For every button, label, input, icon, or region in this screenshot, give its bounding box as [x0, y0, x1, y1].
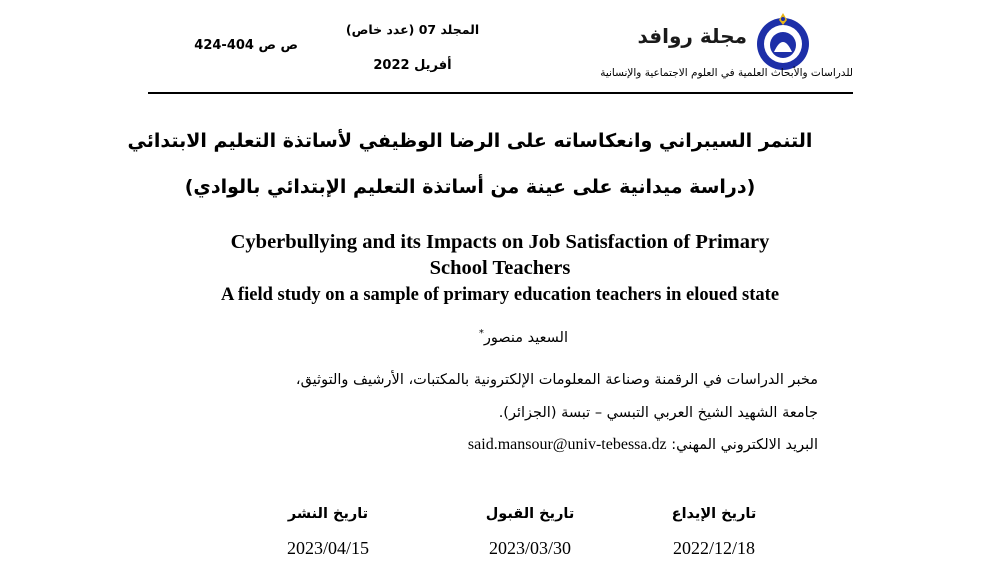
arabic-subtitle: (دراسة ميدانية على عينة من أساتذة التعليم الإبتدائي بالوادي)	[184, 176, 756, 198]
english-title	[150, 229, 850, 281]
date-submitted	[644, 506, 784, 559]
english-title-line-2: School Teachers	[429, 257, 571, 279]
email-row	[150, 436, 818, 454]
date-published-value: 2023/04/15	[286, 538, 369, 558]
journal-name: مجلة روافد	[637, 24, 747, 48]
date-accepted-value: 2023/03/30	[488, 538, 571, 558]
affiliation-line-2: جامعة الشهيد الشيخ العربي التبسي – تبسة (الجزائر).	[498, 405, 818, 421]
issue-date: أفريل 2022	[373, 58, 452, 73]
header-divider	[148, 92, 853, 94]
english-subtitle: A field study on a sample of primary education teachers in eloued state	[220, 285, 780, 305]
date-accepted	[460, 506, 600, 559]
english-title-line-1: Cyberbullying and its Impacts on Job Satisfaction of Primary	[230, 231, 770, 253]
date-accepted-label: تاريخ القبول	[485, 506, 575, 522]
journal-subtitle: للدراسات والأبحاث العلمية في العلوم الاجتماعية والإنسانية	[600, 67, 853, 79]
author-name-row	[400, 328, 568, 346]
journal-logo	[752, 10, 814, 72]
email-link[interactable]: said.mansour@univ-tebessa.dz	[467, 436, 667, 453]
email-label: البريد الالكتروني المهني:	[671, 437, 818, 453]
affiliation-line-1: مخبر الدراسات في الرقمنة وصناعة المعلومات الإلكترونية بالمكتبات، الأرشيف والتوثيق،	[295, 372, 818, 388]
author-name: السعيد منصور	[483, 329, 568, 346]
arabic-title: التنمر السيبراني وانعكاساته على الرضا الوظيفي لأساتذة التعليم الابتدائي	[127, 130, 813, 152]
date-submitted-label: تاريخ الإيداع	[671, 506, 757, 522]
date-published	[258, 506, 398, 559]
author-marker: *	[478, 328, 484, 339]
pages-info: ص ص 404-424	[194, 38, 298, 53]
volume-info: المجلد 07 (عدد خاص)	[345, 22, 480, 37]
date-published-label: تاريخ النشر	[287, 506, 369, 522]
date-submitted-value: 2022/12/18	[672, 538, 755, 558]
